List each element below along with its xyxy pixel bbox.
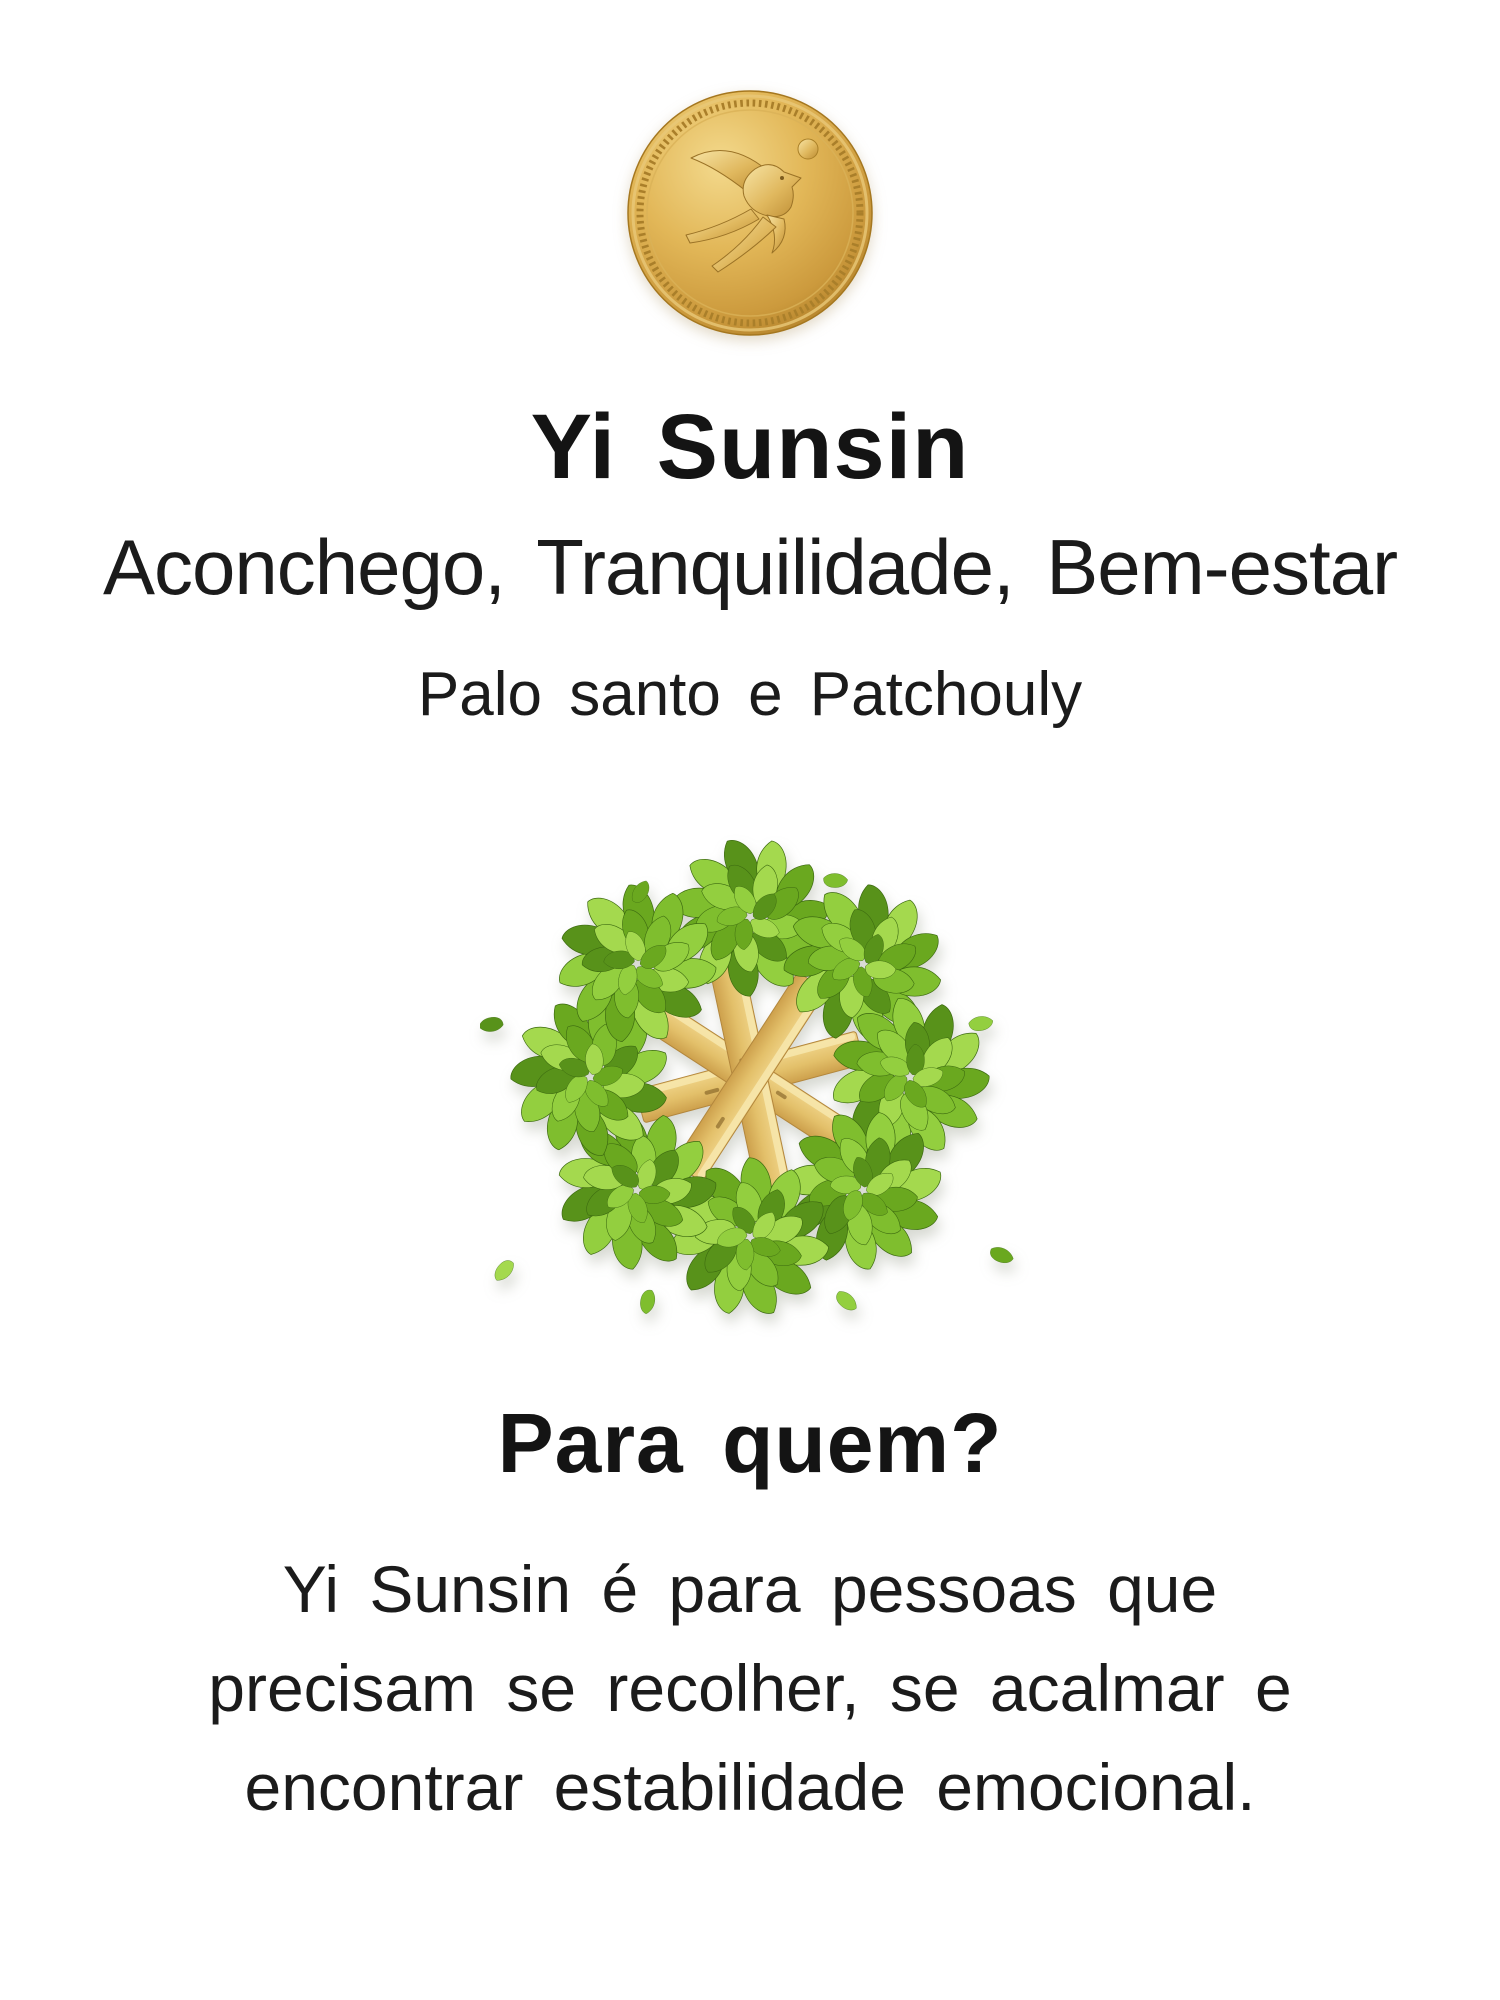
paragraph-line: precisam se recolher, se acalmar e: [208, 1650, 1292, 1725]
small-leaf-icon: [635, 1288, 660, 1316]
small-leaf-icon: [822, 870, 849, 892]
paragraph-line: Yi Sunsin é para pessoas que: [282, 1551, 1218, 1626]
description-paragraph: [208, 1540, 1291, 1837]
sun-dot-icon: [798, 139, 818, 159]
small-leaf-icon: [480, 1015, 504, 1034]
botanical-wreath-svg: [480, 797, 1020, 1357]
small-leaf-icon: [968, 1015, 994, 1034]
small-leaf-icon: [987, 1242, 1015, 1269]
small-leaf-icon: [490, 1258, 518, 1283]
bird-eye: [780, 176, 784, 180]
swallow-coin-icon: [625, 88, 875, 338]
paragraph-line: encontrar estabilidade emocional.: [244, 1749, 1256, 1824]
botanical-wreath-illustration: [480, 797, 1020, 1357]
section-heading: Para quem?: [497, 1396, 1003, 1491]
page-title: Yi Sunsin: [530, 396, 970, 498]
small-leaf-icon: [834, 1287, 859, 1315]
swallow-coin-svg: [625, 88, 875, 338]
product-subtitle: Aconchego, Tranquilidade, Bem-estar: [102, 523, 1398, 612]
scent-notes: Palo santo e Patchouly: [417, 660, 1083, 730]
